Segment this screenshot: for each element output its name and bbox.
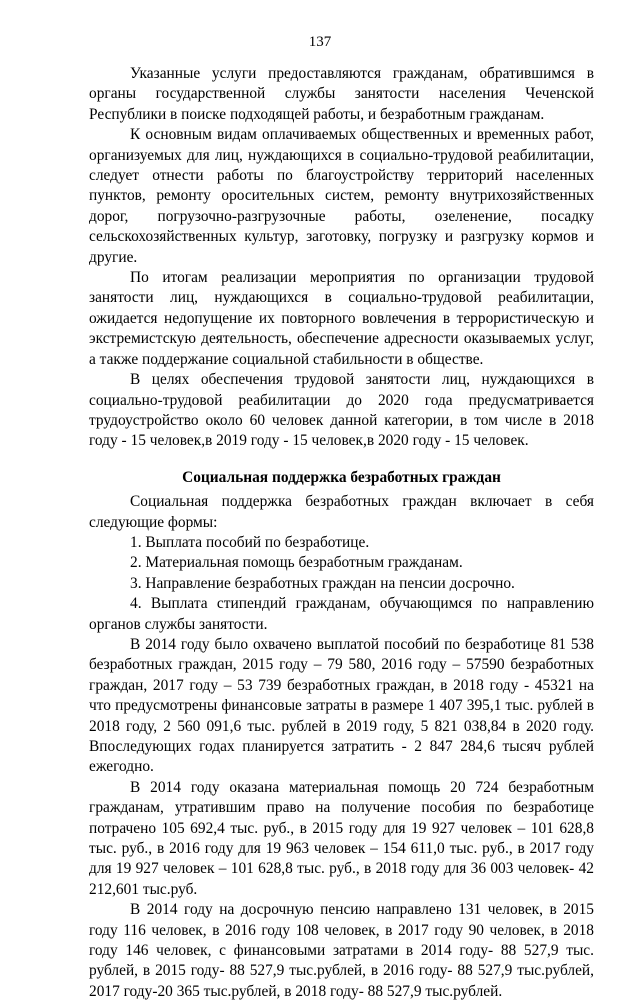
document-body — [89, 64, 594, 1002]
paragraph-services: Указанные услуги предоставляются гражданам, обратившимся в органы государственной службы занятости населения Чеченской Республики в поиске подходящей работы, и безработным гражданам. — [89, 65, 594, 123]
list-item-early-pension: 3. Направление безработных граждан на пенсии досрочно. — [130, 574, 515, 592]
paragraph-benefit-payments: В 2014 году было охвачено выплатой пособий по безработице 81 538 безработных граждан, 2015 году – 79 580, 2016 году – 57590 безработных граждан, 2017 году – 53 739 безработных граждан, в 2018 году - 45321 на что предусмотрены финансовые затраты в размере 1 407 395,1 тыс. рублей в 2018 году, 2 560 091,6 тыс. рублей в 2019 году, 5 821 038,84 в 2020 году. Впоследующих годах планируется затратить - 2 847 284,6 тысяч рублей ежегодно. — [89, 635, 594, 776]
list-item-benefits: 1. Выплата пособий по безработице. — [130, 533, 370, 551]
paragraph-work-types: К основным видам оплачиваемых общественных и временных работ, организуемых для лиц, нуждающихся в социально-трудовой реабилитации, следует отнести работы по благоустройству территорий населенных пунктов, ремонту оросительных систем, ремонту внутрихозяйственных дорог, погрузочно-разгрузочные работы, озеленение, посадку сельскохозяйственных культур, заготовку, погрузку и разгрузку кормов и другие. — [89, 126, 594, 266]
page-number: 137 — [308, 34, 332, 50]
paragraph-results: По итогам реализации мероприятия по организации трудовой занятости лиц, нуждающихся в социально-трудовой реабилитации, ожидается недопущение их повторного вовлечения в террористическую и экстремистскую деятельность, обеспечение адресности оказываемых услуг, а также поддержание социальной стабильности в обществе. — [89, 269, 594, 368]
paragraph-employment-plan: В целях обеспечения трудовой занятости лиц, нуждающихся в социально-трудовой реабилитации до 2020 года предусматривается трудоустройство около 60 человек данной категории, в том числе в 2018 году - 15 человек,в 2019 году - 15 человек,в 2020 году - 15 человек. — [89, 371, 594, 450]
list-item-stipends: 4. Выплата стипендий гражданам, обучающимся по направлению органов службы занятости. — [89, 595, 594, 633]
paragraph-early-retirement: В 2014 году на досрочную пенсию направлено 131 человек, в 2015 году 116 человек, в 2016 году 108 человек, в 2017 году 90 человек, в 2018 году 146 человек, с финансовыми затратами в 2014 году- 88 527,9 тыс. рублей, в 2015 году- 88 527,9 тыс.рублей, в 2016 году- 88 527,9 тыс.рублей, 2017 году-20 365 тыс.рублей, в 2018 году- 88 527,9 тыс.рублей. — [89, 901, 594, 1000]
paragraph-material-assistance: В 2014 году оказана материальная помощь 20 724 безработным гражданам, утратившим право на получение пособия по безработице потрачено 105 692,4 тыс. руб., в 2015 году для 19 927 человек – 101 628,8 тыс. руб., в 2016 году для 19 963 человек – 154 611,0 тыс. руб., в 2017 году для 19 927 человек – 101 628,8 тыс. руб., в 2018 году для 36 003 человек- 42 212,601 тыс.руб. — [89, 778, 594, 898]
section-intro: Социальная поддержка безработных граждан включает в себя следующие формы: — [89, 493, 594, 531]
list-item-material-aid: 2. Материальная помощь безработным гражданам. — [130, 554, 463, 572]
section-heading: Социальная поддержка безработных граждан — [182, 468, 501, 486]
